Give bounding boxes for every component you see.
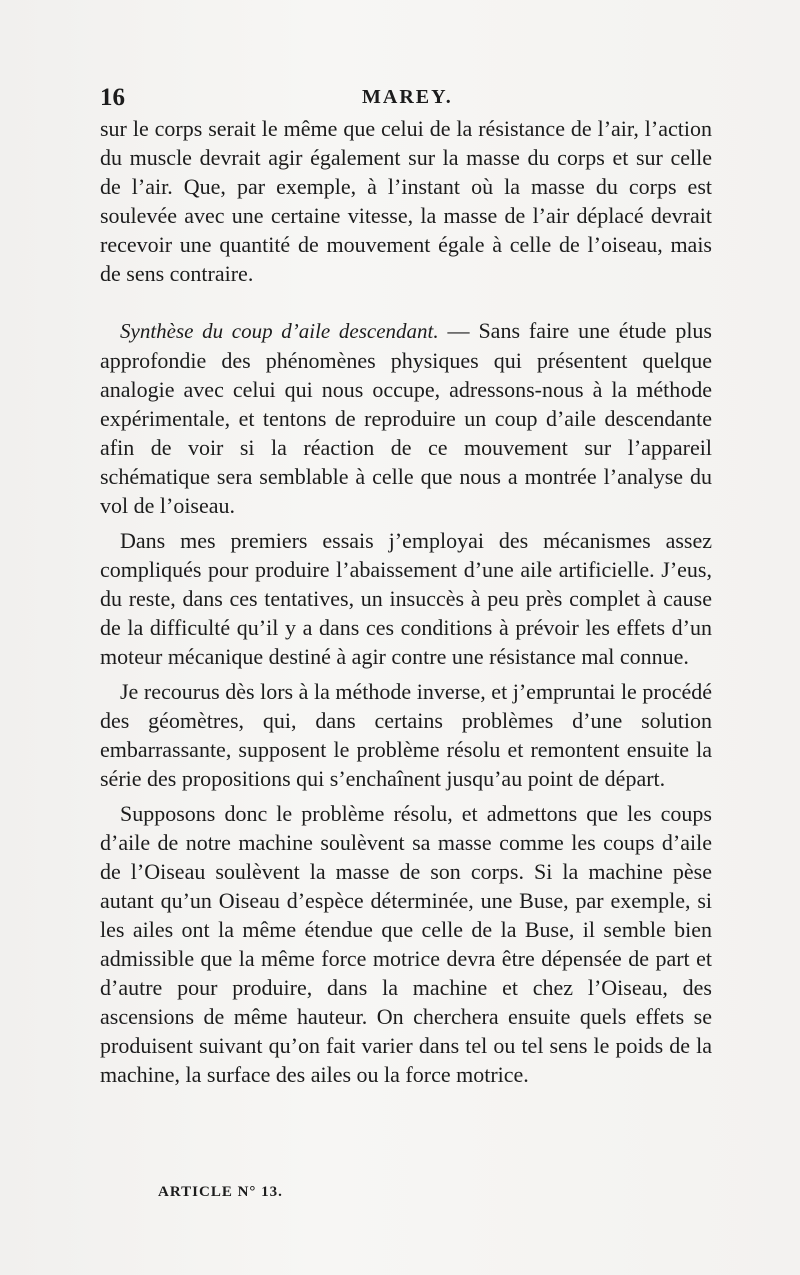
paragraph: [100, 677, 712, 793]
paragraph: [100, 799, 712, 1089]
paragraph: [100, 316, 712, 520]
paragraph-text: Dans mes premiers essais j’employai des mécanismes assez compliqués pour produire l’abaissement d’une aile artificielle. J’eus, du reste, dans ces tentatives, un insuccès à peu près complet à cause de la difficulté qu’il y a dans ces conditions à prévoir les effets d’un moteur mécanique destiné à agir contre une résistance mal connue.: [100, 528, 712, 669]
paragraph-text: — Sans faire une étude plus approfondie des phénomènes physiques qui présentent quelque analogie avec celui qui nous occupe, adressons-nous à la méthode expérimentale, et tentons de reproduire un coup d’aile descendante afin de voir si la réaction de ce mouvement sur l’appareil schématique sera semblable à celle que nous a montrée l’analyse du vol de l’oiseau.: [100, 318, 712, 518]
paragraph: [100, 526, 712, 671]
paragraph-text: sur le corps serait le même que celui de la résistance de l’air, l’action du muscle devrait agir également sur la masse du corps et sur celle de l’air. Que, par exemple, à l’instant où la masse du corps est soulevée avec une certaine vitesse, la masse de l’air déplacé devrait recevoir une quantité de mouvement égale à celle de l’oiseau, mais de sens contraire.: [100, 116, 712, 286]
section-heading: Synthèse du coup d’aile descendant.: [120, 319, 439, 343]
running-head: MAREY.: [362, 86, 453, 108]
page-header: [100, 84, 712, 112]
paragraph: [100, 114, 712, 288]
article-footer: ARTICLE N° 13.: [158, 1184, 283, 1200]
page-body: [100, 114, 712, 1095]
page-number: 16: [100, 84, 125, 111]
paragraph-text: Supposons donc le problème résolu, et admettons que les coups d’aile de notre machine soulèvent sa masse comme les coups d’aile de l’Oiseau soulèvent la masse de son corps. Si la machine pèse autant qu’un Oiseau d’espèce déterminée, une Buse, par exemple, si les ailes ont la même étendue que celle de la Buse, il semble bien admissible que la même force motrice devra être dépensée de part et d’autre pour produire, dans la machine et chez l’Oiseau, des ascensions de même hauteur. On cherchera ensuite quels effets se produisent suivant qu’on fait varier dans tel ou tel sens le poids de la machine, la surface des ailes ou la force motrice.: [100, 801, 712, 1087]
paragraph-text: Je recourus dès lors à la méthode inverse, et j’empruntai le procédé des géomètres, qui, dans certains problèmes d’une solution embarrassante, supposent le problème résolu et remontent ensuite la série des propositions qui s’enchaînent jusqu’au point de départ.: [100, 679, 712, 791]
